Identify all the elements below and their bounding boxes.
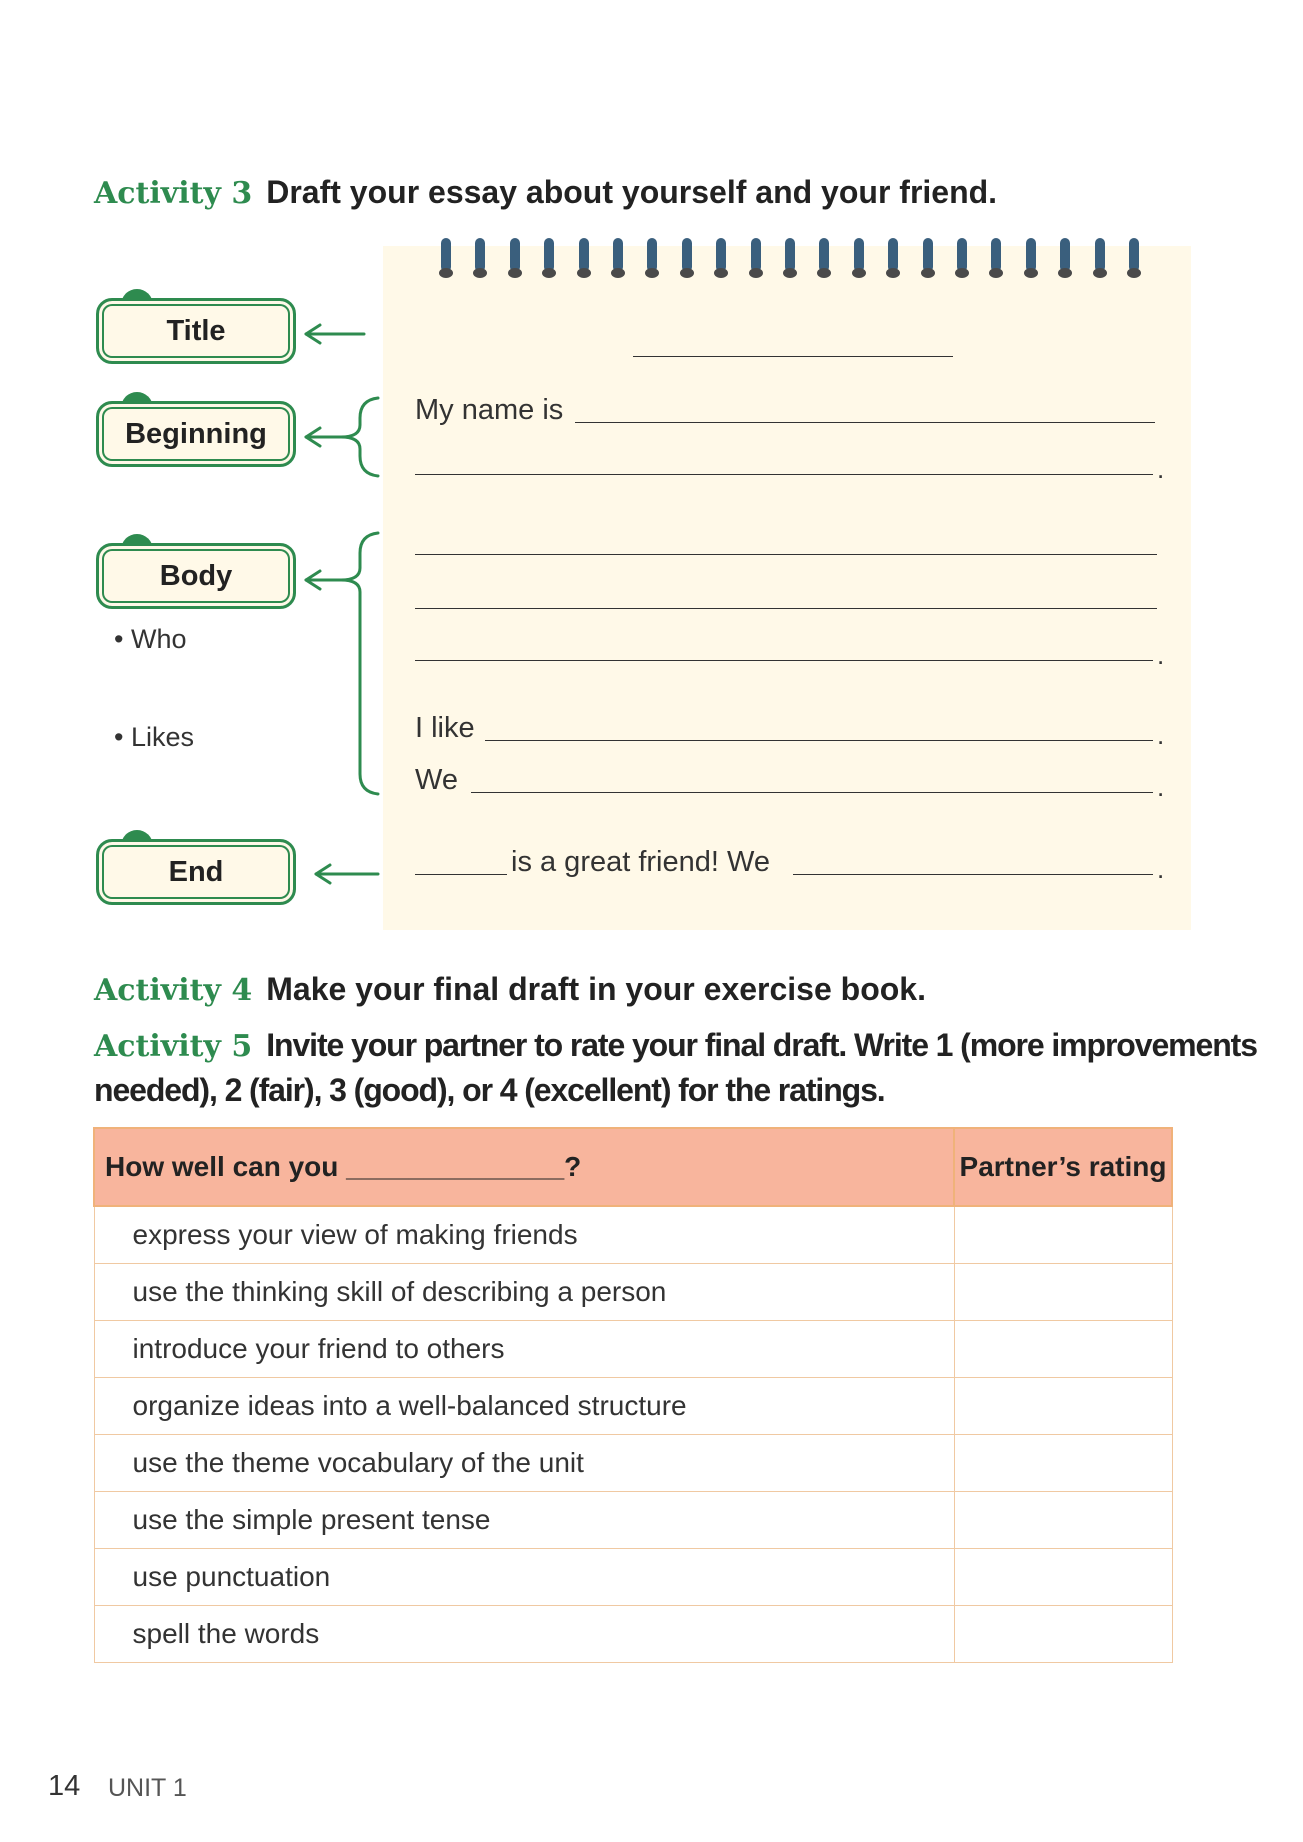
beginning-brace-icon	[306, 398, 378, 476]
spiral-ring-icon	[923, 238, 933, 272]
header-prompt: How well can you ______________?	[94, 1128, 954, 1206]
table-row	[94, 1321, 1172, 1378]
body-brace-icon	[306, 533, 378, 794]
spiral-ring-icon	[957, 238, 967, 272]
table-row	[94, 1206, 1172, 1264]
activity-4-label: Activity 4	[94, 973, 253, 1008]
rating-cell[interactable]	[954, 1435, 1172, 1492]
skill-cell: spell the words	[94, 1606, 954, 1663]
period: .	[1157, 720, 1165, 750]
skill-cell: use the simple present tense	[94, 1492, 954, 1549]
rating-table	[93, 1127, 1173, 1663]
tab-body-label: Body	[96, 543, 296, 609]
tab-title-label: Title	[96, 298, 296, 364]
spiral-ring-icon	[1060, 238, 1070, 272]
skill-cell: express your view of making friends	[94, 1206, 954, 1264]
i-like-label: I like	[415, 712, 475, 744]
we-blank[interactable]	[471, 792, 1153, 793]
activity-5-label: Activity 5	[94, 1029, 253, 1064]
period: .	[1157, 772, 1165, 802]
activity-5-line2	[94, 1072, 885, 1109]
period: .	[1157, 854, 1165, 884]
rating-cell[interactable]	[954, 1206, 1172, 1264]
skill-cell: use the theme vocabulary of the unit	[94, 1435, 954, 1492]
spiral-ring-icon	[475, 238, 485, 272]
spiral-ring-icon	[854, 238, 864, 272]
spiral-ring-icon	[682, 238, 692, 272]
table-row	[94, 1435, 1172, 1492]
activity-4-heading	[94, 971, 926, 1008]
header-partner-rating: Partner’s rating	[954, 1128, 1172, 1206]
spiral-ring-icon	[1129, 238, 1139, 272]
rating-cell[interactable]	[954, 1321, 1172, 1378]
unit-label: UNIT 1	[108, 1774, 187, 1802]
spiral-ring-icon	[647, 238, 657, 272]
great-friend-text: is a great friend! We	[511, 846, 770, 878]
we-label: We	[415, 764, 458, 796]
rating-cell[interactable]	[954, 1492, 1172, 1549]
spiral-ring-icon	[888, 238, 898, 272]
rating-cell[interactable]	[954, 1378, 1172, 1435]
table-row	[94, 1492, 1172, 1549]
activity-4-text: Make your final draft in your exercise book.	[266, 971, 926, 1007]
spiral-ring-icon	[1095, 238, 1105, 272]
skill-cell: organize ideas into a well-balanced structure	[94, 1378, 954, 1435]
spiral-ring-icon	[441, 238, 451, 272]
title-arrow-icon	[306, 325, 364, 343]
activity-5-heading	[94, 1027, 1257, 1064]
organizer-connectors	[0, 0, 400, 940]
period: .	[1157, 454, 1165, 484]
bullet-likes: • Likes	[114, 722, 194, 752]
my-name-is-label: My name is	[415, 394, 564, 426]
page-number: 14	[48, 1770, 81, 1802]
spiral-ring-icon	[544, 238, 554, 272]
activity-5-text-line2: needed), 2 (fair), 3 (good), or 4 (excellent) for the ratings.	[94, 1072, 885, 1108]
rating-cell[interactable]	[954, 1264, 1172, 1321]
beginning-blank-2[interactable]	[415, 474, 1153, 475]
body-blank-3[interactable]	[415, 660, 1153, 661]
spiral-ring-icon	[751, 238, 761, 272]
body-blank-2[interactable]	[415, 608, 1157, 609]
notebook-page	[383, 246, 1191, 930]
skill-cell: use punctuation	[94, 1549, 954, 1606]
tab-end-label: End	[96, 839, 296, 905]
table-row	[94, 1264, 1172, 1321]
period: .	[1157, 640, 1165, 670]
rating-cell[interactable]	[954, 1549, 1172, 1606]
skill-cell: introduce your friend to others	[94, 1321, 954, 1378]
spiral-ring-icon	[785, 238, 795, 272]
likes-blank[interactable]	[485, 740, 1153, 741]
spiral-ring-icon	[1026, 238, 1036, 272]
spiral-ring-icon	[613, 238, 623, 272]
spiral-ring-icon	[716, 238, 726, 272]
activity-3-text: Draft your essay about yourself and your friend.	[266, 174, 998, 210]
skill-cell: use the thinking skill of describing a person	[94, 1264, 954, 1321]
table-row	[94, 1378, 1172, 1435]
end-arrow-icon	[316, 865, 378, 883]
table-row	[94, 1549, 1172, 1606]
table-header-row	[94, 1128, 1172, 1206]
spiral-ring-icon	[819, 238, 829, 272]
bullet-who: • Who	[114, 624, 187, 654]
end-blank[interactable]	[793, 874, 1153, 875]
activity-5-text-line1: Invite your partner to rate your final draft. Write 1 (more improvements	[266, 1027, 1257, 1063]
tab-beginning-label: Beginning	[96, 401, 296, 467]
friend-name-blank[interactable]	[415, 874, 507, 875]
activity-3-label: Activity 3	[94, 176, 253, 211]
spiral-ring-icon	[510, 238, 520, 272]
table-row	[94, 1606, 1172, 1663]
body-blank-1[interactable]	[415, 554, 1157, 555]
spiral-ring-icon	[579, 238, 589, 272]
rating-cell[interactable]	[954, 1606, 1172, 1663]
name-blank[interactable]	[575, 422, 1155, 423]
title-blank[interactable]	[633, 356, 953, 357]
spiral-ring-icon	[991, 238, 1001, 272]
